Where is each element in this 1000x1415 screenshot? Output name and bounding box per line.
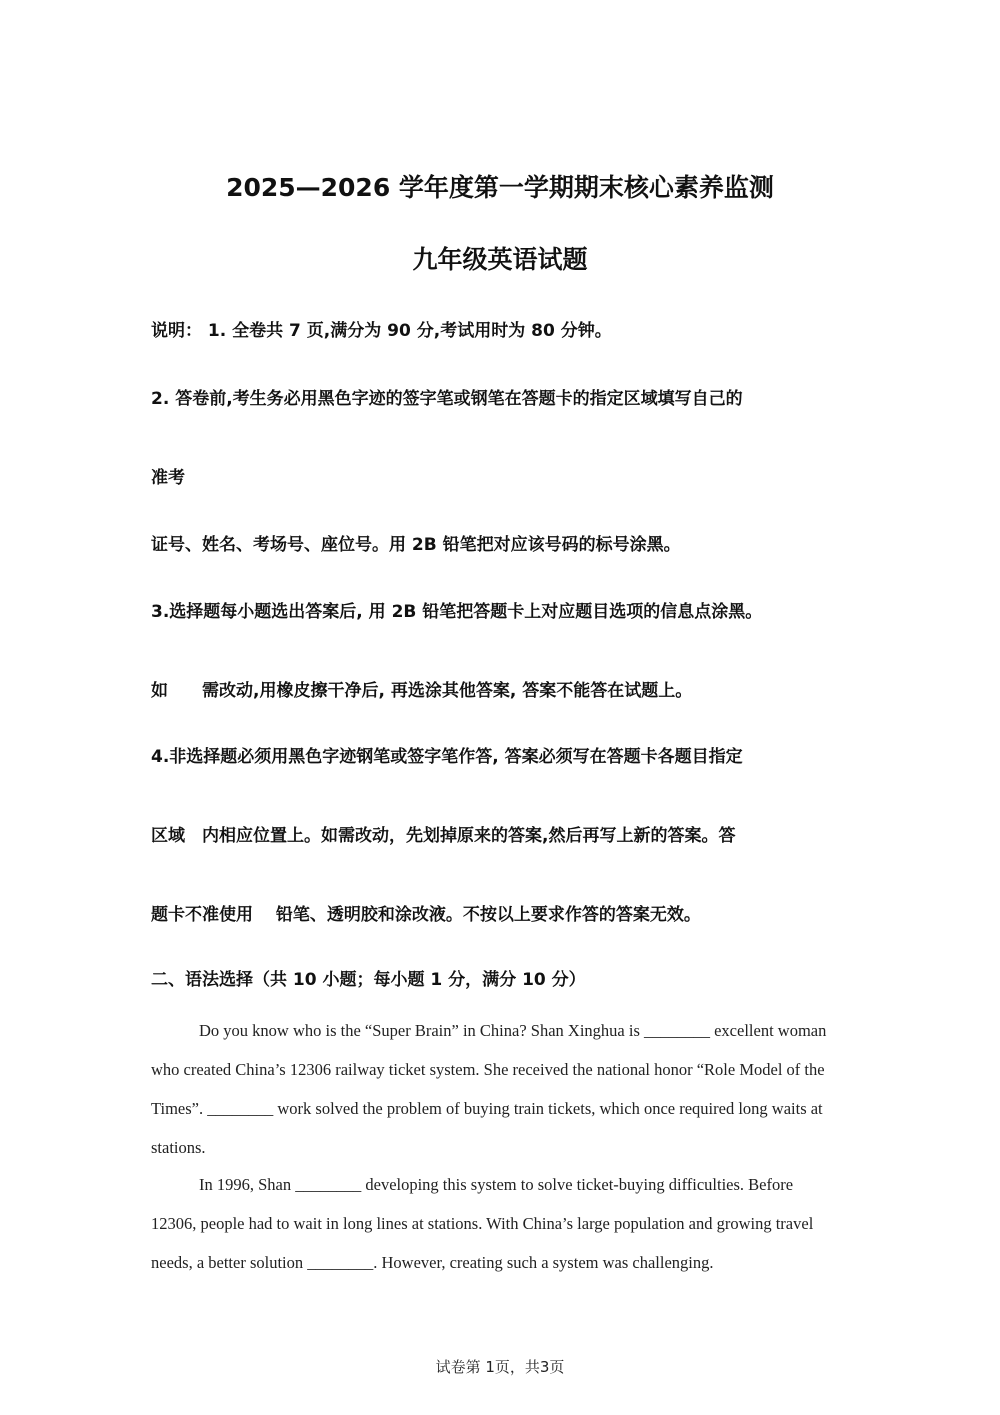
reading-passage: [151, 1011, 841, 1282]
instruction-line-3: 准考: [151, 468, 185, 488]
page-footer: 试卷第 1页，共3页: [435, 1358, 565, 1376]
instruction-line-1: 说明： 1. 全卷共 7 页,满分为 90 分,考试用时为 80 分钟。: [151, 321, 612, 341]
instruction-line-7: 4.非选择题必须用黑色字迹钢笔或签字笔作答, 答案必须写在答题卡各题目指定: [151, 747, 743, 767]
instruction-line-6: 如 需改动,用橡皮擦干净后, 再选涂其他答案, 答案不能答在试题上。: [151, 681, 693, 701]
exam-title: 2025—2026 学年度第一学期期末核心素养监测: [226, 173, 774, 202]
instruction-line-4: 证号、姓名、考场号、座位号。用 2B 铅笔把对应该号码的标号涂黑。: [151, 535, 681, 555]
instruction-line-5: 3.选择题每小题选出答案后, 用 2B 铅笔把答题卡上对应题目选项的信息点涂黑。: [151, 602, 763, 622]
passage-paragraph-1: Do you know who is the “Super Brain” in China? Shan Xinghua is ________ excellent woman who created China’s 12306 railway ticket system. She received the national honor “Role Model of the Times”. ________ work solved the problem of buying train tickets, which once required long waits at stations.: [151, 1021, 827, 1157]
section-heading: 二、语法选择（共 10 小题；每小题 1 分，满分 10 分）: [151, 970, 586, 990]
instruction-line-8: 区域 内相应位置上。如需改动，先划掉原来的答案,然后再写上新的答案。答: [151, 826, 736, 846]
passage-paragraph-2: In 1996, Shan ________ developing this system to solve ticket-buying difficulties. Before 12306, people had to wait in long lines at stations. With China’s large population and growing travel needs, a better solution ________. However, creating such a system was challenging.: [151, 1175, 814, 1272]
instruction-line-2: 2. 答卷前,考生务必用黑色字迹的签字笔或钢笔在答题卡的指定区域填写自己的: [151, 389, 743, 409]
instruction-line-9: 题卡不准使用 铅笔、透明胶和涂改液。不按以上要求作答的答案无效。: [151, 905, 701, 925]
exam-subtitle: 九年级英语试题: [412, 245, 588, 274]
